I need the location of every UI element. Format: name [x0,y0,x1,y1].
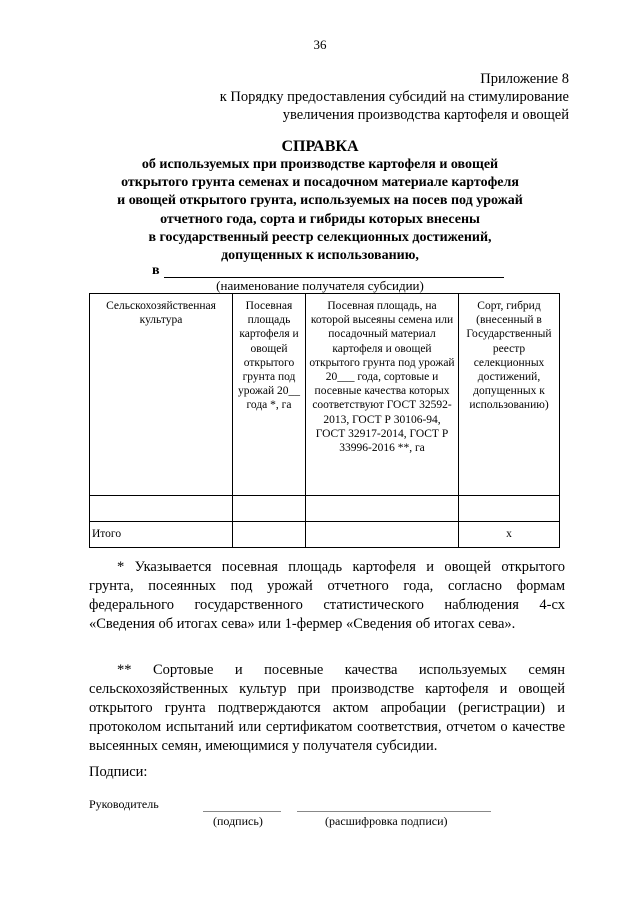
decoding-caption: (расшифровка подписи) [325,814,448,828]
footnote-2: ** Сортовые и посевные качества используемых семян сельскохозяйственных культур при производстве картофеля и овощей открытого грунта подтверждаются актом апробации (регистрации) и протоколом испытаний или сертификатом соответствия, отчетом о качестве высеянных семян, имеющимися у получателя субсидии. [89,662,565,754]
appendix-number: Приложение 8 [480,71,569,87]
subtitle-line: открытого грунта семенах и посадочном материале картофеля [121,175,519,191]
seed-usage-table [89,293,560,548]
subtitle-line: об используемых при производстве картофеля и овощей [141,157,499,172]
table-cell [90,496,233,522]
subtitle-line: и овощей открытого грунта, используемых на посев под урожай [117,193,523,209]
appendix-ref-line2: увеличения производства картофеля и овощей [282,107,569,123]
subtitle-line: отчетного года, сорта и гибриды которых внесены [160,211,480,227]
appendix-header [149,70,569,124]
signer-role: Руководитель [89,797,159,811]
recipient-prefix: в [152,263,160,278]
header-crop: Сельскохозяйственная культура [90,294,233,496]
table-cell [233,496,306,522]
header-variety: Сорт, гибрид (внесенный в Государственный реестр селекционных достижений, допущенных к использованию) [459,294,560,496]
decoding-line [297,811,491,812]
page-number: 36 [313,37,327,52]
recipient-caption: (наименование получателя субсидии) [216,278,424,293]
signature-line [203,811,281,812]
table-cell [459,496,560,522]
footnote-1: * Указывается посевная площадь картофеля и овощей открытого грунта, посеянных под урожай отчетного года, согласно формам федерального государственного статистического наблюдения 4-сх «Сведения об итогах сева» или 1-фермер «Сведения об итогах сева». [89,559,565,632]
signature-row [89,797,509,837]
document-title: СПРАВКА [281,138,359,155]
subtitle-line: допущенных к использованию, [221,248,419,264]
header-sown-area: Посевная площадь картофеля и овощей открытого грунта под урожай 20__ года *, га [233,294,306,496]
header-certified-seed-area: Посевная площадь, на которой высеяны семена или посадочный материал картофеля и овощей открытого грунта под урожай 20___ года, сортовые и посевные качества которых соответствуют ГОСТ 32592-2013, ГОСТ Р 30106-94, ГОСТ 32917-2014, ГОСТ Р 33996-2016 **, га [306,294,459,496]
appendix-ref-line1: к Порядку предоставления субсидий на стимулирование [219,89,569,105]
table-cell [306,496,459,522]
total-label: Итого [90,522,233,548]
table-header-row [90,294,560,496]
total-mark: x [459,522,560,548]
signatures-label: Подписи: [89,764,148,780]
table-cell [306,522,459,548]
document-subtitle [100,156,540,265]
table-total-row [90,522,560,548]
table-cell [233,522,306,548]
subtitle-line: в государственный реестр селекционных достижений, [148,229,492,245]
table-row [90,496,560,522]
signature-caption: (подпись) [213,814,263,828]
